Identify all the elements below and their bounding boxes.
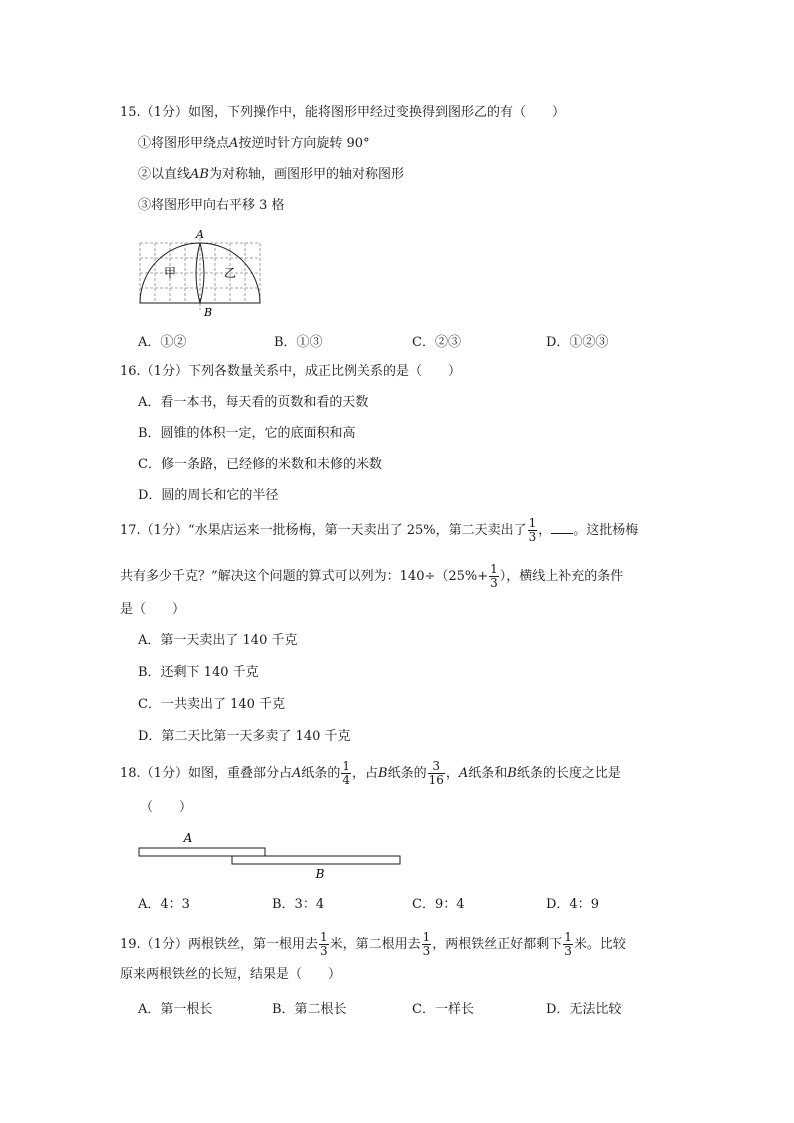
q18-option-c[interactable]: C．9：4 (412, 897, 465, 912)
answer-blank (551, 521, 573, 534)
q18-line-1: 18.（1分）如图，重叠部分占A纸条的 $\frac{1}{4}$ ，占B纸条的 $\frac{3}{16}$ ，A纸条和B纸条的长度之比是 (120, 759, 621, 787)
q17-option-d[interactable]: D．第二天比第一天多卖了 140 千克 (138, 729, 351, 744)
label-yi: 乙 (223, 266, 237, 280)
q17-line-3: 是（ ） (120, 602, 186, 617)
q18-option-d[interactable]: D．4：9 (546, 897, 599, 912)
q15-statement-3: ③将图形甲向右平移 3 格 (138, 198, 285, 213)
q15-stem: 15.（1分）如图，下列操作中，能将图形甲经过变换得到图形乙的有（ ） (120, 105, 565, 120)
q17-option-c[interactable]: C．一共卖出了 140 千克 (138, 697, 286, 712)
q16-option-c[interactable]: C．修一条路，已经修的米数和未修的米数 (138, 457, 382, 472)
strip-a (139, 848, 265, 856)
q16-stem: 16.（1分）下列各数量关系中，成正比例关系的是（ ） (120, 364, 461, 379)
label-strip-b: B (315, 867, 325, 881)
fraction-one-third: $\frac{1}{3}$ (564, 930, 572, 958)
q15-option-c[interactable]: C．②③ (412, 335, 461, 350)
fraction-one-quarter: $\frac{1}{4}$ (342, 759, 350, 787)
label-point-b: B (204, 306, 213, 319)
fraction-one-third: $\frac{1}{3}$ (319, 930, 328, 958)
fraction-one-third: $\frac{1}{3}$ (490, 562, 498, 590)
q16-option-d[interactable]: D．圆的周长和它的半径 (138, 488, 279, 503)
q15-option-d[interactable]: D．①②③ (546, 335, 609, 350)
q15-option-b[interactable]: B．①③ (274, 335, 323, 350)
fraction-one-third: $\frac{1}{3}$ (422, 930, 431, 958)
label-jia: 甲 (163, 266, 177, 280)
fraction-one-third: $\frac{1}{3}$ (528, 516, 537, 544)
q19-option-c[interactable]: C．一样长 (412, 1002, 474, 1017)
fraction-three-sixteenths: $\frac{3}{16}$ (428, 759, 444, 787)
q19-line-1: 19.（1分）两根铁丝，第一根用去 $\frac{1}{3}$ 米，第二根用去 $\frac{1}{3}$ ，两根铁丝正好都剩下 $\frac{1}{3}$ 米。比较 (120, 930, 626, 958)
q18-option-a[interactable]: A．4：3 (138, 897, 190, 912)
q16-option-a[interactable]: A．看一本书，每天看的页数和看的天数 (138, 395, 369, 410)
q15-statement-2: ②以直线AB为对称轴，画图形甲的轴对称图形 (138, 167, 404, 182)
q19-option-b[interactable]: B．第二根长 (272, 1002, 347, 1017)
q18-line-2: （ ） (140, 800, 193, 815)
strip-b (232, 856, 400, 864)
q17-option-a[interactable]: A．第一天卖出了 140 千克 (138, 633, 298, 648)
q19-option-a[interactable]: A．第一根长 (138, 1002, 213, 1017)
q18-option-b[interactable]: B．3：4 (272, 897, 325, 912)
q16-option-b[interactable]: B．圆锥的体积一定，它的底面积和高 (138, 426, 356, 441)
q17-line-1: 17.（1分）“水果店运来一批杨梅，第一天卖出了 25%，第二天卖出了 $\frac{1}{3}$ ， 。这批杨梅 (120, 516, 639, 544)
q17-line-2: 共有多少千克？”解决这个问题的算式可以列为：140÷（25%+ $\frac{1}{3}$ ），横线上补充的条件 (120, 562, 624, 590)
label-point-a: A (196, 228, 204, 241)
q15-figure (130, 228, 270, 320)
q18-figure (136, 826, 406, 882)
label-strip-a: A (183, 831, 193, 845)
q17-option-b[interactable]: B．还剩下 140 千克 (138, 665, 259, 680)
q15-option-a[interactable]: A．①② (138, 335, 187, 350)
q19-line-2: 原来两根铁丝的长短，结果是（ ） (120, 967, 342, 982)
q15-statement-1: ①将图形甲绕点A按逆时针方向旋转 90° (138, 136, 370, 151)
q19-option-d[interactable]: D．无法比较 (546, 1002, 622, 1017)
